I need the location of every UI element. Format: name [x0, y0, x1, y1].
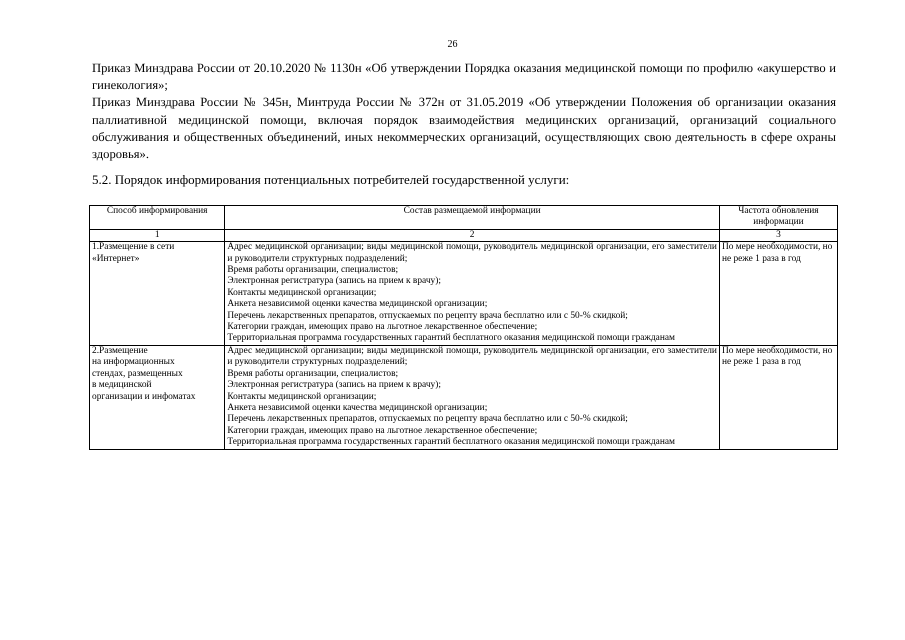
document-body	[92, 60, 836, 163]
info-item: Территориальная программа государственных гарантий бесплатного оказания медицинской помощи гражданам	[227, 437, 675, 448]
method-cell	[90, 345, 225, 449]
info-item: Время работы организации, специалистов;	[227, 265, 399, 276]
column-number: 3	[719, 229, 837, 241]
column-number: 1	[90, 229, 225, 241]
table-header-row	[90, 206, 838, 230]
method-line: стендах, размещенных	[92, 368, 183, 379]
section-heading: 5.2. Порядок информирования потенциальных потребителей государственной услуги:	[92, 172, 570, 187]
table-row	[90, 242, 838, 346]
info-item: Адрес медицинской организации; виды медицинской помощи, руководитель медицинской организации, его заместители и руководители структурных подразделений;	[227, 345, 717, 368]
method-line: на информационных	[92, 357, 175, 368]
header-method: Способ информирования	[90, 206, 225, 230]
header-frequency: Частота обновления информации	[719, 206, 837, 230]
frequency-cell: По мере необходимости, но не реже 1 раза в год	[719, 345, 837, 449]
info-item: Время работы организации, специалистов;	[227, 368, 399, 379]
table-column-number-row	[90, 229, 838, 241]
method-line: 2.Размещение	[92, 345, 148, 356]
method-line: «Интернет»	[92, 253, 140, 264]
info-cell	[225, 242, 720, 346]
method-line: 1.Размещение в сети	[92, 242, 175, 253]
paragraph-order-345n: Приказ Минздрава России № 345н, Минтруда России № 372н от 31.05.2019 «Об утверждении Положения об организации оказания паллиативной медицинской помощи, включая порядок взаимодействия медицинских организаций, организаций социального обслуживания и общественных объединений, иных некоммерческих организаций, осуществляющих свою деятельность в сфере охраны здоровья».	[92, 95, 836, 162]
informing-table	[89, 205, 838, 450]
info-item: Адрес медицинской организации; виды медицинской помощи, руководитель медицинской организации, его заместители и руководители структурных подразделений;	[227, 242, 717, 264]
info-cell	[225, 345, 720, 449]
column-number: 2	[225, 229, 720, 241]
frequency-cell: По мере необходимости, но не реже 1 раза в год	[719, 242, 837, 346]
info-item: Электронная регистратура (запись на прием к врачу);	[227, 380, 441, 391]
info-item: Анкета независимой оценки качества медицинской организации;	[227, 402, 488, 413]
info-item: Перечень лекарственных препаратов, отпускаемых по рецепту врача бесплатно или с 50-% скидкой;	[227, 414, 628, 425]
info-item: Территориальная программа государственных гарантий бесплатного оказания медицинской помощи гражданам	[227, 333, 675, 344]
method-line: организации и инфоматах	[92, 391, 196, 402]
page-number: 26	[447, 39, 458, 50]
info-item: Категории граждан, имеющих право на льготное лекарственное обеспечение;	[227, 322, 538, 333]
info-item: Категории граждан, имеющих право на льготное лекарственное обеспечение;	[227, 425, 538, 436]
info-item: Контакты медицинской организации;	[227, 391, 377, 402]
info-item: Перечень лекарственных препаратов, отпускаемых по рецепту врача бесплатно или с 50-% скидкой;	[227, 310, 628, 321]
header-info: Состав размещаемой информации	[225, 206, 720, 230]
info-item: Электронная регистратура (запись на прием к врачу);	[227, 276, 441, 287]
paragraph-order-1130n: Приказ Минздрава России от 20.10.2020 № 1130н «Об утверждении Порядка оказания медицинской помощи по профилю «акушерство и гинекология»;	[92, 61, 836, 93]
info-item: Анкета независимой оценки качества медицинской организации;	[227, 299, 488, 310]
method-cell	[90, 242, 225, 346]
info-item: Контакты медицинской организации;	[227, 287, 377, 298]
table-row	[90, 345, 838, 449]
method-line: в медицинской	[92, 380, 152, 391]
